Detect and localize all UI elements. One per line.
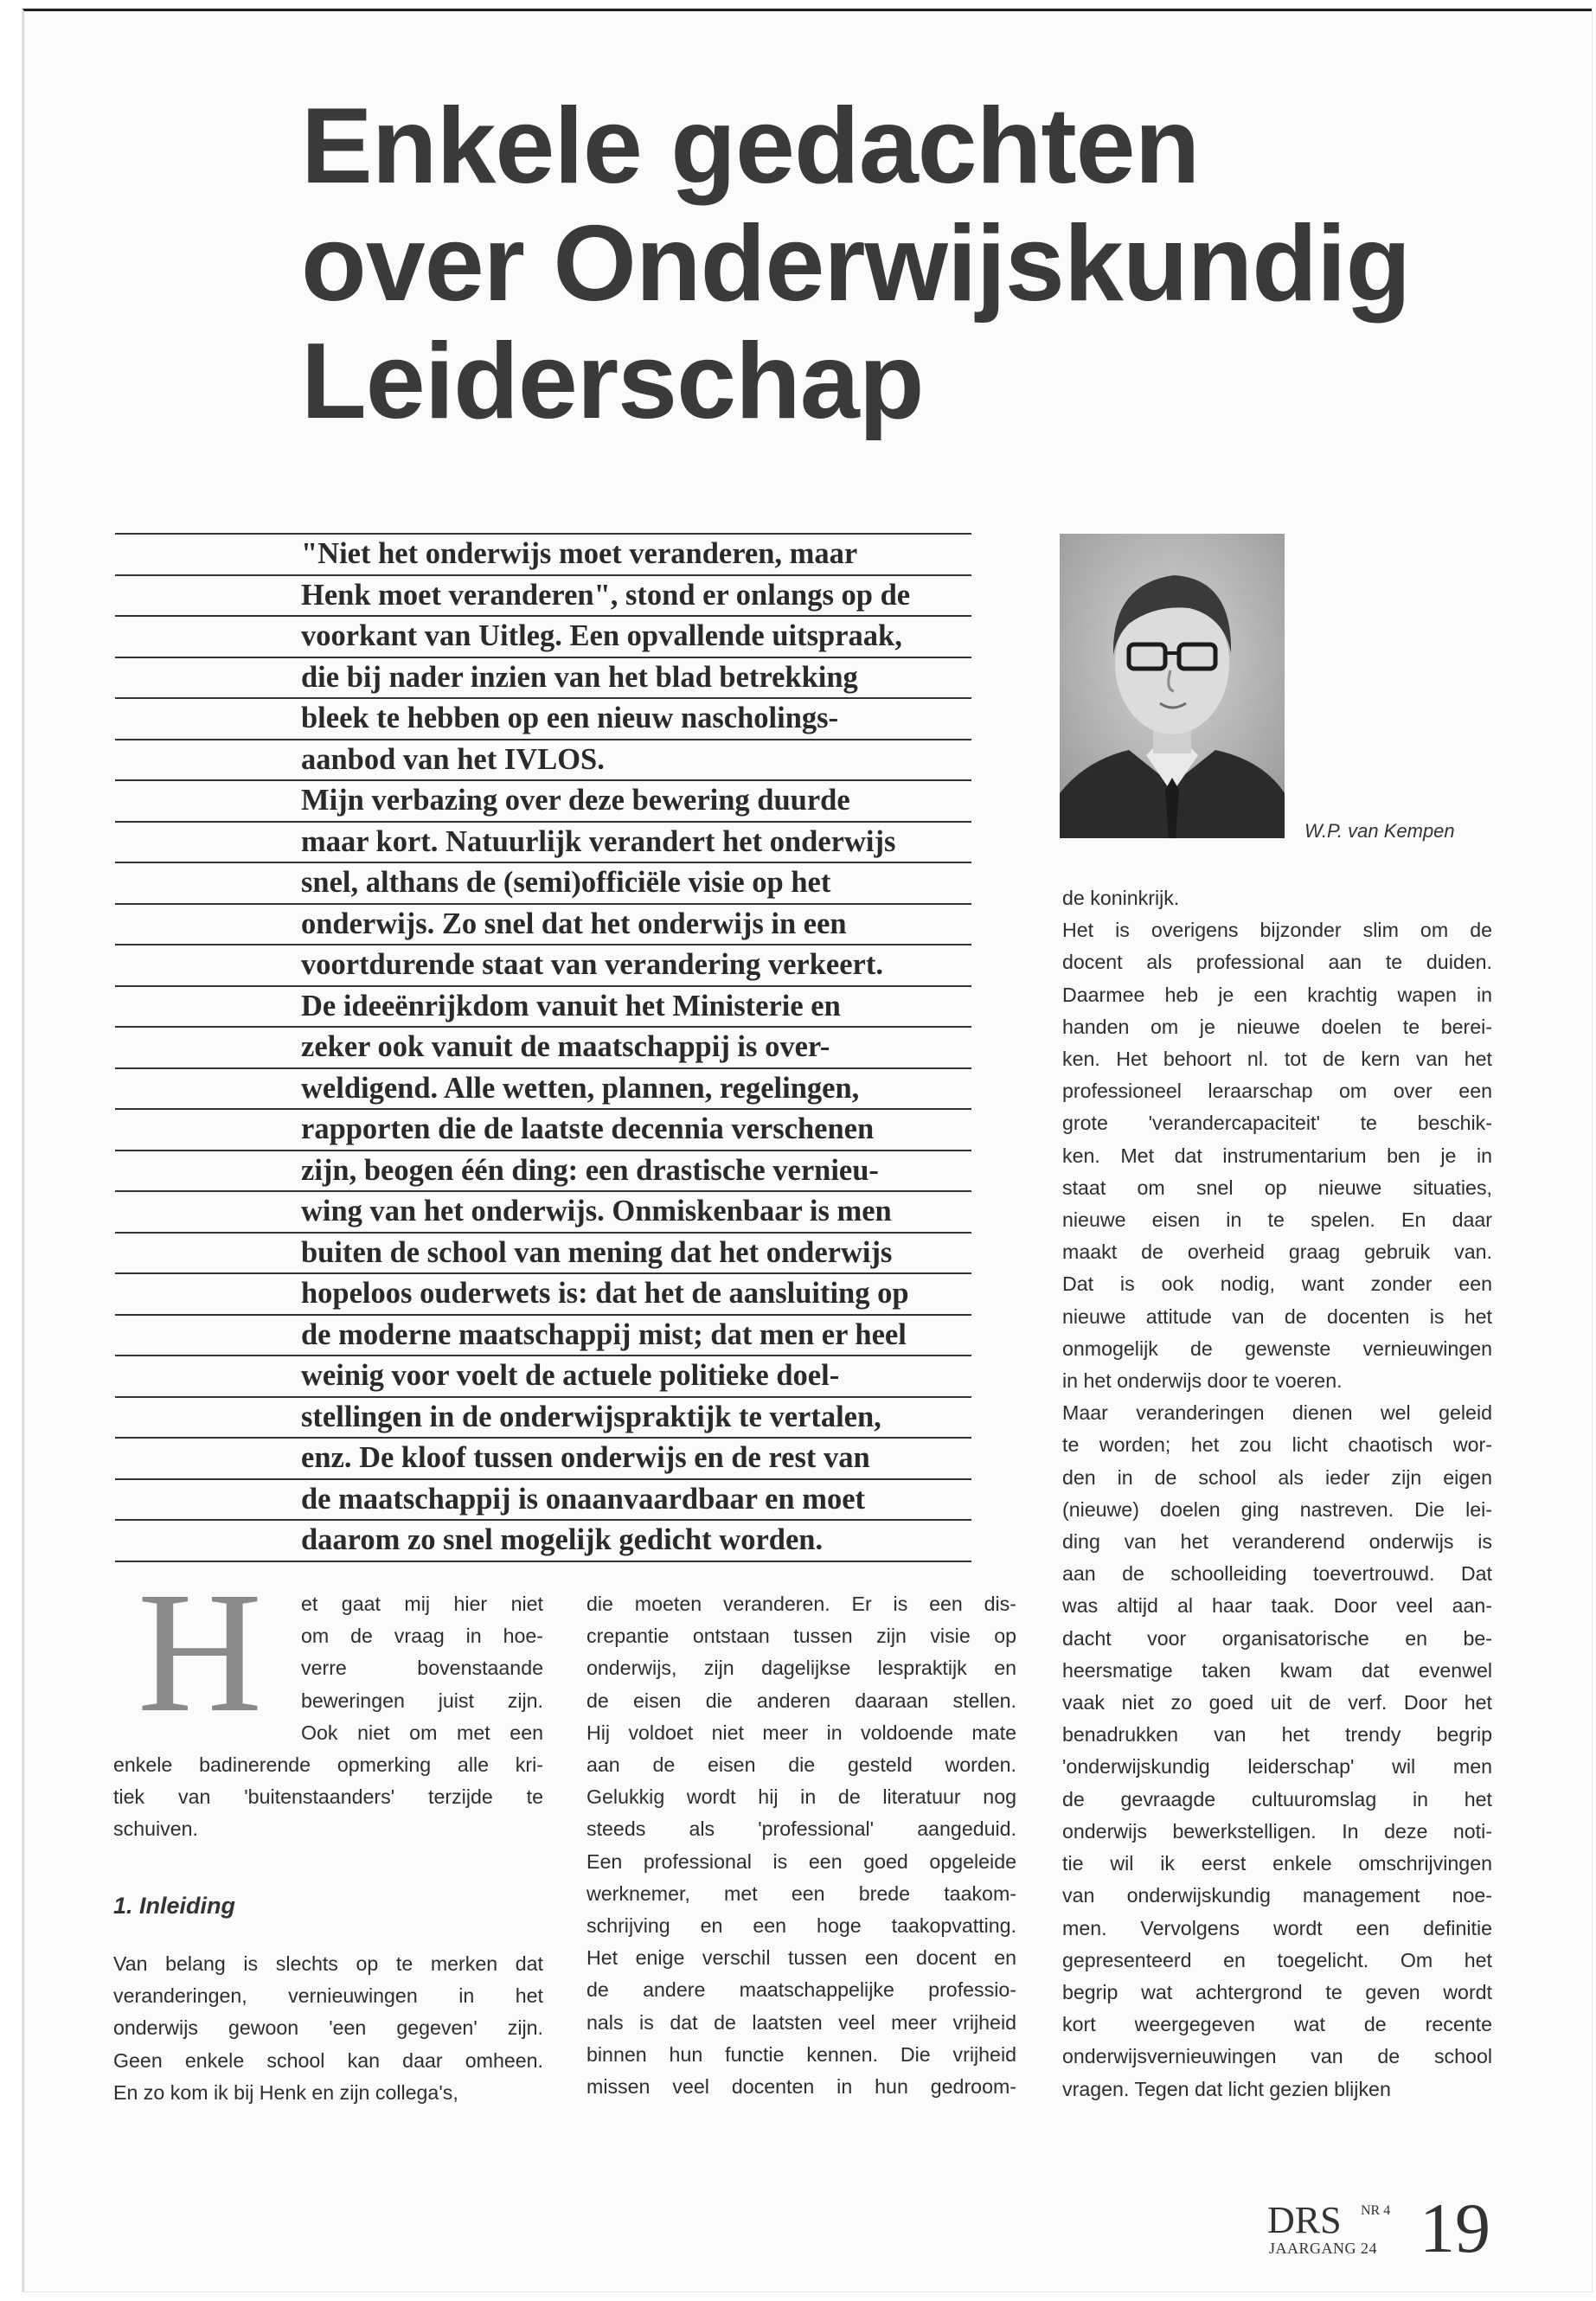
text-line: gepresenteerd en toegelicht. Om het [1062, 1948, 1492, 1971]
text-line: schrijving en een hoge taakopvatting. [586, 1914, 1016, 1938]
text-line: steeds als 'professional' aangeduid. [586, 1817, 1016, 1841]
text-line: om de vraag in hoe- [301, 1625, 543, 1648]
lead-line: "Niet het onderwijs moet veranderen, maar [115, 535, 971, 576]
article-title [301, 87, 1410, 440]
text-line: Geen enkele school kan daar omheen. [113, 2048, 543, 2072]
text-line: grote 'verandercapaciteit' te beschik- [1062, 1112, 1492, 1135]
text-line: et gaat mij hier niet [301, 1593, 543, 1615]
text-line: ken. Het behoort nl. tot de kern van het [1062, 1048, 1492, 1071]
volume-label: JAARGANG 24 [1269, 2240, 1378, 2257]
text-line: Het is overigens bijzonder slim om de [1062, 919, 1492, 942]
text-line: nals is dat de laatsten veel meer vrijheid [586, 2010, 1016, 2034]
text-line: Ook niet om met een [301, 1721, 543, 1744]
lead-line: De ideeënrijkdom vanuit het Ministerie en [115, 987, 971, 1029]
text-line: Hij voldoet niet meer in voldoende mate [586, 1721, 1016, 1744]
text-line: dacht voor organisatorische en be- [1062, 1626, 1492, 1650]
text-line: vragen. Tegen dat licht gezien blijken [1062, 2077, 1391, 2100]
text-line: staat om snel op nieuwe situaties, [1062, 1176, 1492, 1199]
magazine-name: DRS [1267, 2199, 1342, 2241]
page-number: 19 [1420, 2189, 1490, 2267]
lead-line: Mijn verbazing over deze bewering duurde [115, 781, 971, 823]
text-line: aan de schoolleiding toevertrouwd. Dat [1062, 1562, 1492, 1586]
lead-line: snel, althans de (semi)officiële visie op het [115, 863, 971, 905]
drop-cap: H [137, 1557, 263, 1748]
text-line: Dat is ook nodig, want zonder een [1062, 1272, 1492, 1296]
magazine-page [22, 9, 1592, 2291]
text-line: kort weergegeven wat de recente [1062, 2013, 1492, 2036]
lead-line: maar kort. Natuurlijk verandert het onderwijs [115, 823, 971, 864]
text-line: beweringen juist zijn. [301, 1689, 543, 1712]
text-line: Maar veranderingen dienen wel geleid [1062, 1401, 1492, 1425]
text-line: Van belang is slechts op te merken dat [113, 1952, 543, 1975]
text-line: onderwijs, zijn dagelijkse lespraktijk en [586, 1657, 1016, 1680]
column-3-text [1062, 882, 1492, 2106]
lead-line: de moderne maatschappij mist; dat men er heel [115, 1316, 971, 1357]
title-line: Enkele gedachten [301, 87, 1200, 206]
text-line: onderwijsvernieuwingen van de school [1062, 2045, 1492, 2068]
text-line: de gevraagde cultuuromslag in het [1062, 1787, 1492, 1811]
text-line: ken. Met dat instrumentarium ben je in [1062, 1144, 1492, 1167]
text-line: begrip wat achtergrond te geven wordt [1062, 1980, 1492, 2003]
text-line: docent als professional aan te duiden. [1062, 951, 1492, 974]
issue-number: NR 4 [1361, 2203, 1391, 2218]
lead-line: rapporten die de laatste decennia verschenen [115, 1110, 971, 1151]
text-line: onderwijs gewoon 'een gegeven' zijn. [113, 2016, 543, 2040]
text-line: onderwijs bewerkstelligen. In deze noti- [1062, 1819, 1492, 1843]
text-line: onmogelijk de gewenste vernieuwingen [1062, 1336, 1492, 1360]
lead-line: bleek te hebben op een nieuw nascholings- [115, 699, 971, 740]
text-line: schuiven. [113, 1817, 198, 1841]
lead-paragraph [115, 533, 971, 1562]
lead-line: zeker ook vanuit de maatschappij is over- [115, 1028, 971, 1069]
lead-line: Henk moet veranderen", stond er onlangs op de [115, 576, 971, 618]
text-line: in het onderwijs door te voeren. [1062, 1369, 1343, 1393]
title-line: Leiderschap [301, 322, 924, 441]
text-line: van onderwijskundig management noe- [1062, 1884, 1492, 1907]
section-heading: 1. Inleiding [113, 1893, 236, 1919]
text-line: den in de school als ieder zijn eigen [1062, 1465, 1492, 1489]
text-line: heersmatige taken kwam dat evenwel [1062, 1658, 1492, 1682]
text-line: die moeten veranderen. Er is een dis- [586, 1593, 1016, 1615]
text-line: missen veel docenten in hun gedroom- [586, 2075, 1016, 2099]
text-line: ding van het veranderend onderwijs is [1062, 1530, 1492, 1554]
lead-line: enz. De kloof tussen onderwijs en de rest van [115, 1439, 971, 1480]
text-line: 'onderwijskundig leiderschap' wil men [1062, 1755, 1492, 1779]
text-line: verre bovenstaande [301, 1657, 543, 1680]
lead-line: buiten de school van mening dat het onderwijs [115, 1234, 971, 1275]
text-line: nieuwe attitude van de docenten is het [1062, 1304, 1492, 1328]
text-line: de andere maatschappelijke professio- [586, 1978, 1016, 2002]
text-line: crepantie ontstaan tussen zijn visie op [586, 1625, 1016, 1648]
lead-line: wing van het onderwijs. Onmiskenbaar is men [115, 1192, 971, 1234]
text-line: binnen hun functie kennen. Die vrijheid [586, 2042, 1016, 2066]
title-line: over Onderwijskundig [301, 204, 1411, 324]
intro-paragraph [113, 1588, 543, 1846]
text-line: Daarmee heb je een krachtig wapen in [1062, 983, 1492, 1006]
lead-line: de maatschappij is onaanvaardbaar en moet [115, 1480, 971, 1522]
lead-line: weinig voor voelt de actuele politieke doel- [115, 1356, 971, 1398]
lead-line: daarom zo snel mogelijk gedicht worden. [115, 1521, 971, 1562]
text-line: aan de eisen die gesteld worden. [586, 1753, 1016, 1777]
text-line: professioneel leraarschap om over een [1062, 1080, 1492, 1103]
text-line: werknemer, met een brede taakom- [586, 1881, 1016, 1905]
text-line: de eisen die anderen daaraan stellen. [586, 1689, 1016, 1712]
lead-line: weldigend. Alle wetten, plannen, regelingen, [115, 1069, 971, 1111]
lead-line: voortdurende staat van verandering verkeert. [115, 945, 971, 987]
portrait-photo-icon [1060, 534, 1285, 838]
text-line: Het enige verschil tussen een docent en [586, 1946, 1016, 1970]
text-line: handen om je nieuwe doelen te berei- [1062, 1015, 1492, 1038]
lead-line: voorkant van Uitleg. Een opvallende uitspraak, [115, 617, 971, 658]
text-line: tiek van 'buitenstaanders' terzijde te [113, 1785, 543, 1809]
text-line: de koninkrijk. [1062, 887, 1180, 909]
lead-line: onderwijs. Zo snel dat het onderwijs in een [115, 905, 971, 946]
text-line: vaak niet zo goed uit de verf. Door het [1062, 1691, 1492, 1715]
lead-line: hopeloos ouderwets is: dat het de aansluiting op [115, 1274, 971, 1316]
text-line: was altijd al haar taak. Door veel aan- [1062, 1594, 1492, 1618]
text-line: enkele badinerende opmerking alle kri- [113, 1753, 543, 1777]
text-line: benadrukken van het trendy begrip [1062, 1723, 1492, 1747]
column-2-text [586, 1588, 1016, 2103]
photo-caption: W.P. van Kempen [1304, 820, 1455, 842]
lead-line: zijn, beogen één ding: een drastische vernieu- [115, 1151, 971, 1193]
text-line: veranderingen, vernieuwingen in het [113, 1984, 543, 2008]
text-line: En zo kom ik bij Henk en zijn collega's, [113, 2080, 458, 2104]
author-photo [1060, 534, 1285, 838]
lead-line: die bij nader inzien van het blad betrekking [115, 658, 971, 700]
text-line: (nieuwe) doelen ging nastreven. Die lei- [1062, 1497, 1492, 1521]
text-line: tie wil ik eerst enkele omschrijvingen [1062, 1852, 1492, 1875]
text-line: Een professional is een goed opgeleide [586, 1849, 1016, 1873]
text-line: te worden; het zou licht chaotisch wor- [1062, 1433, 1492, 1457]
text-line: nieuwe eisen in te spelen. En daar [1062, 1208, 1492, 1232]
lead-line: aanbod van het IVLOS. [115, 740, 971, 782]
text-line: men. Vervolgens wordt een definitie [1062, 1916, 1492, 1939]
text-line: maakt de overheid graag gebruik van. [1062, 1240, 1492, 1264]
lead-line: stellingen in de onderwijspraktijk te vertalen, [115, 1398, 971, 1439]
text-line: Gelukkig wordt hij in de literatuur nog [586, 1785, 1016, 1809]
column-1-text [113, 1948, 543, 2109]
